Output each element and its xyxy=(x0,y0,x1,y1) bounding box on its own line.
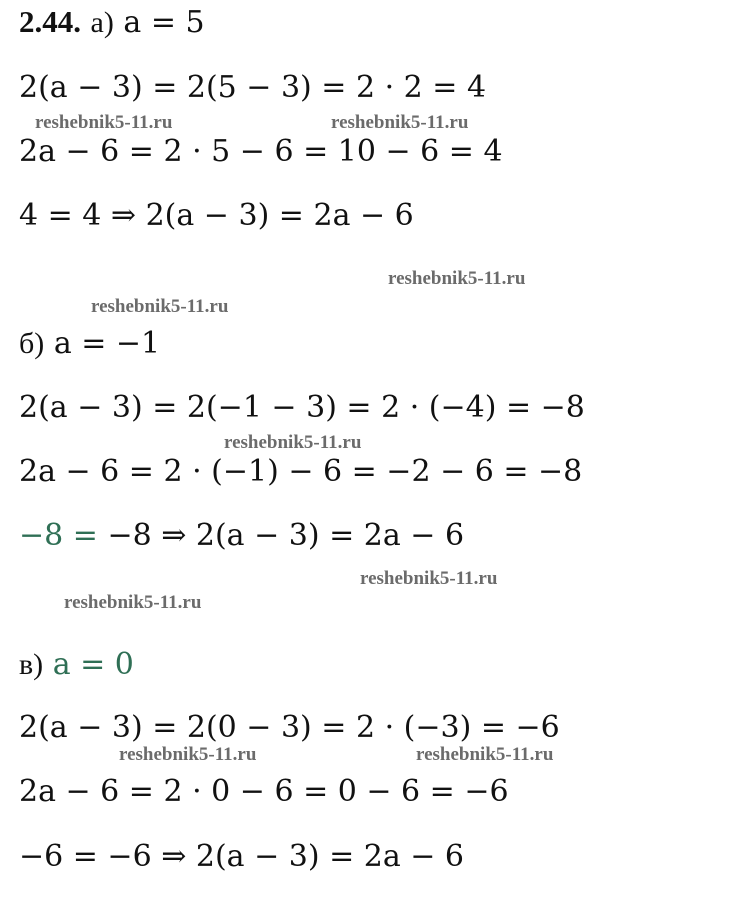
watermark-7: reshebnik5-11.ru xyxy=(64,592,202,613)
watermark-4: reshebnik5-11.ru xyxy=(91,296,229,317)
part-b-line-3 xyxy=(19,518,464,554)
part-c-header xyxy=(19,647,134,683)
watermark-8: reshebnik5-11.ru xyxy=(119,744,257,765)
watermark-2: reshebnik5-11.ru xyxy=(331,112,469,133)
part-c-line-1: 2(a − 3) = 2(0 − 3) = 2 · (−3) = −6 xyxy=(19,710,560,745)
part-b-label: б) xyxy=(19,327,45,360)
part-a-label: а) xyxy=(90,6,114,39)
part-a-line-2: 2a − 6 = 2 · 5 − 6 = 10 − 6 = 4 xyxy=(19,134,503,169)
part-b-line-2: 2a − 6 = 2 · (−1) − 6 = −2 − 6 = −8 xyxy=(19,454,583,489)
part-a-condition: a = 5 xyxy=(123,5,205,40)
part-a-line-3: 4 = 4 ⇒ 2(a − 3) = 2a − 6 xyxy=(19,198,414,233)
part-b-line-3-highlight: −8 = xyxy=(19,518,98,553)
watermark-5: reshebnik5-11.ru xyxy=(224,432,362,453)
problem-number: 2.44. xyxy=(19,4,81,39)
watermark-3: reshebnik5-11.ru xyxy=(388,268,526,289)
watermark-9: reshebnik5-11.ru xyxy=(416,744,554,765)
watermark-6: reshebnik5-11.ru xyxy=(360,568,498,589)
part-b-line-3-rest: −8 ⇒ 2(a − 3) = 2a − 6 xyxy=(97,518,465,553)
part-c-condition: a = 0 xyxy=(52,647,134,682)
part-b-line-1: 2(a − 3) = 2(−1 − 3) = 2 · (−4) = −8 xyxy=(19,390,585,425)
part-c-line-2: 2a − 6 = 2 · 0 − 6 = 0 − 6 = −6 xyxy=(19,774,509,809)
part-c-line-3: −6 = −6 ⇒ 2(a − 3) = 2a − 6 xyxy=(19,839,465,874)
watermark-1: reshebnik5-11.ru xyxy=(35,112,173,133)
part-b-condition: a = −1 xyxy=(53,326,161,361)
part-a-line-1: 2(a − 3) = 2(5 − 3) = 2 · 2 = 4 xyxy=(19,70,487,105)
problem-header xyxy=(19,4,205,41)
part-c-label: в) xyxy=(19,648,44,681)
part-b-header xyxy=(19,326,160,362)
